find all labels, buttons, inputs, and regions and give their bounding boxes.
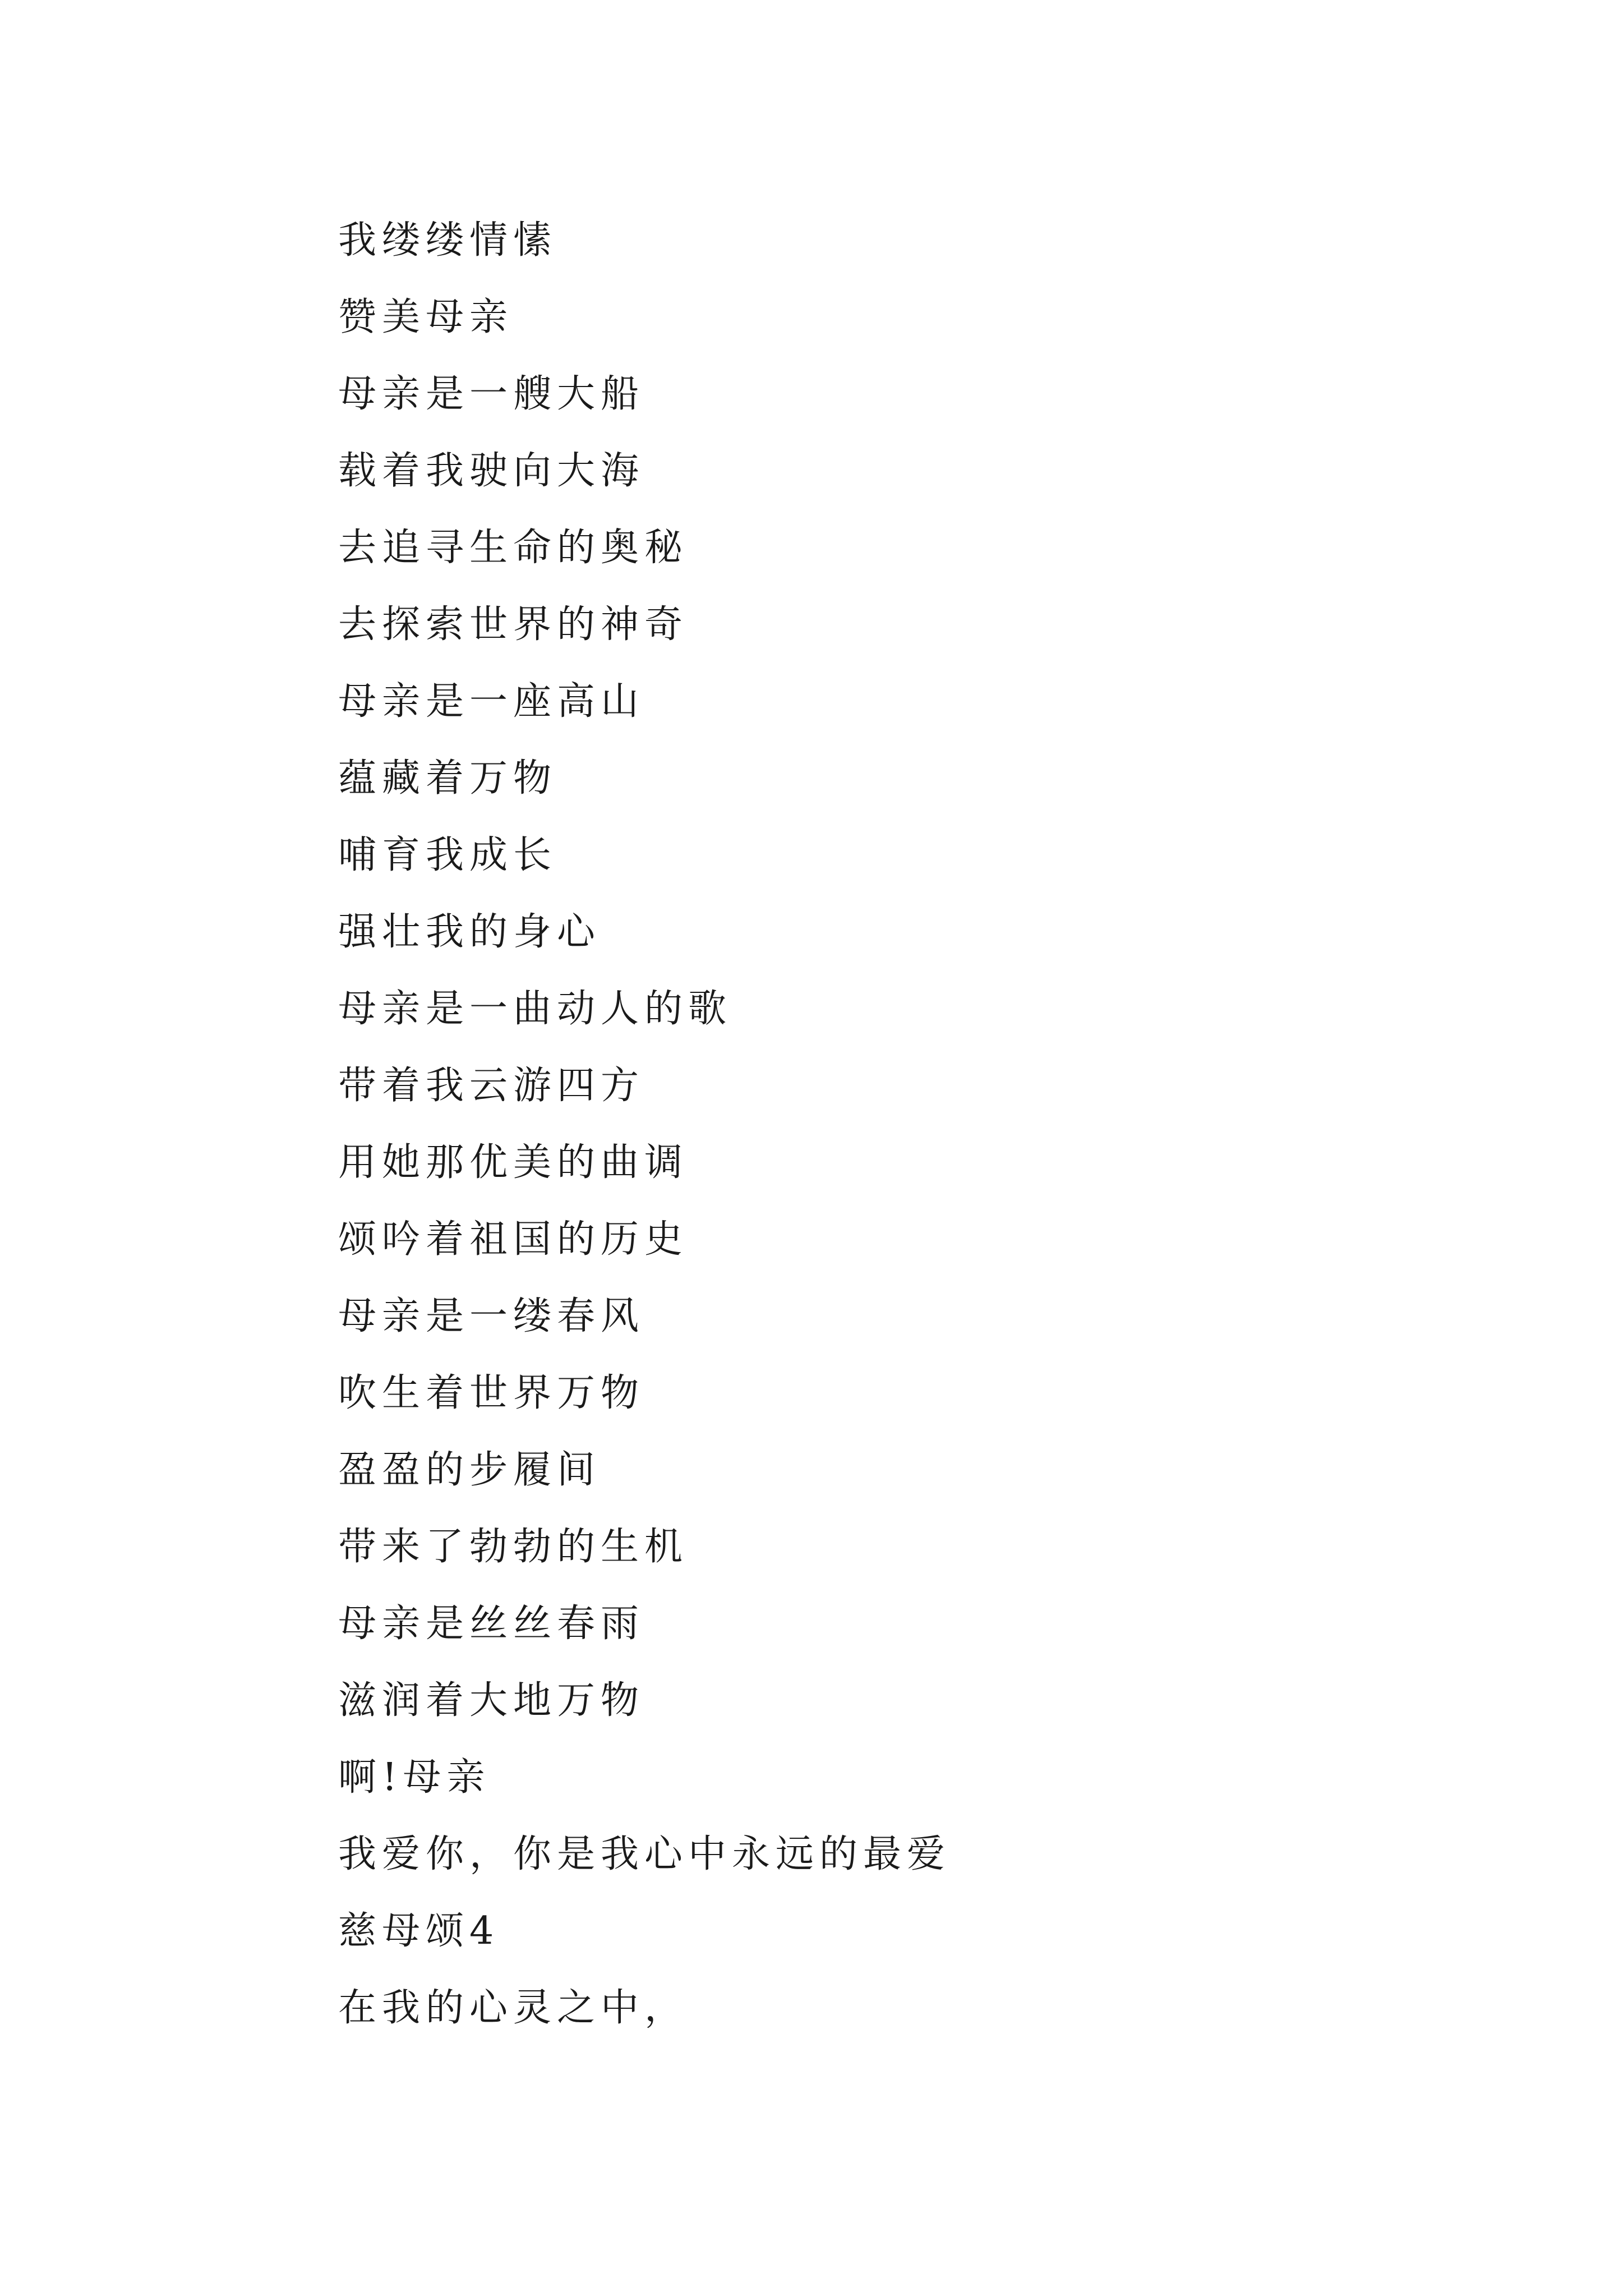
poem-line: 我爱你，你是我心中永远的最爱 [338,1832,951,1876]
poem-line: 带来了勃勃的生机 [338,1525,689,1569]
poem-text [338,202,951,2046]
poem-line: 我缕缕情愫 [338,218,557,263]
poem-line: 母亲是一曲动人的歌 [338,987,732,1031]
poem-line: 去追寻生命的奥秘 [338,526,689,570]
poem-line: 在我的心灵之中， [338,1986,689,2030]
poem-line: 滋润着大地万物 [338,1678,645,1723]
poem-line: 慈母颂4 [338,1909,500,1953]
poem-line: 赞美母亲 [338,295,514,339]
poem-line: 带着我云游四方 [338,1064,645,1108]
poem-line: 颂吟着祖国的历史 [338,1217,689,1262]
poem-line: 吹生着世界万物 [338,1371,645,1415]
poem-line: 蕴藏着万物 [338,756,557,800]
poem-line: 母亲是丝丝春雨 [338,1602,645,1646]
poem-line: 哺育我成长 [338,833,557,877]
poem-line: 去探索世界的神奇 [338,602,689,647]
poem-line: 强壮我的身心 [338,910,601,954]
poem-line: 啊!母亲 [338,1755,491,1800]
poem-line: 载着我驶向大海 [338,449,645,493]
poem-line: 用她那优美的曲调 [338,1140,689,1185]
poem-line: 母亲是一座高山 [338,679,645,724]
poem-line: 母亲是一艘大船 [338,372,645,416]
poem-line: 母亲是一缕春风 [338,1294,645,1338]
poem-line: 盈盈的步履间 [338,1448,601,1492]
